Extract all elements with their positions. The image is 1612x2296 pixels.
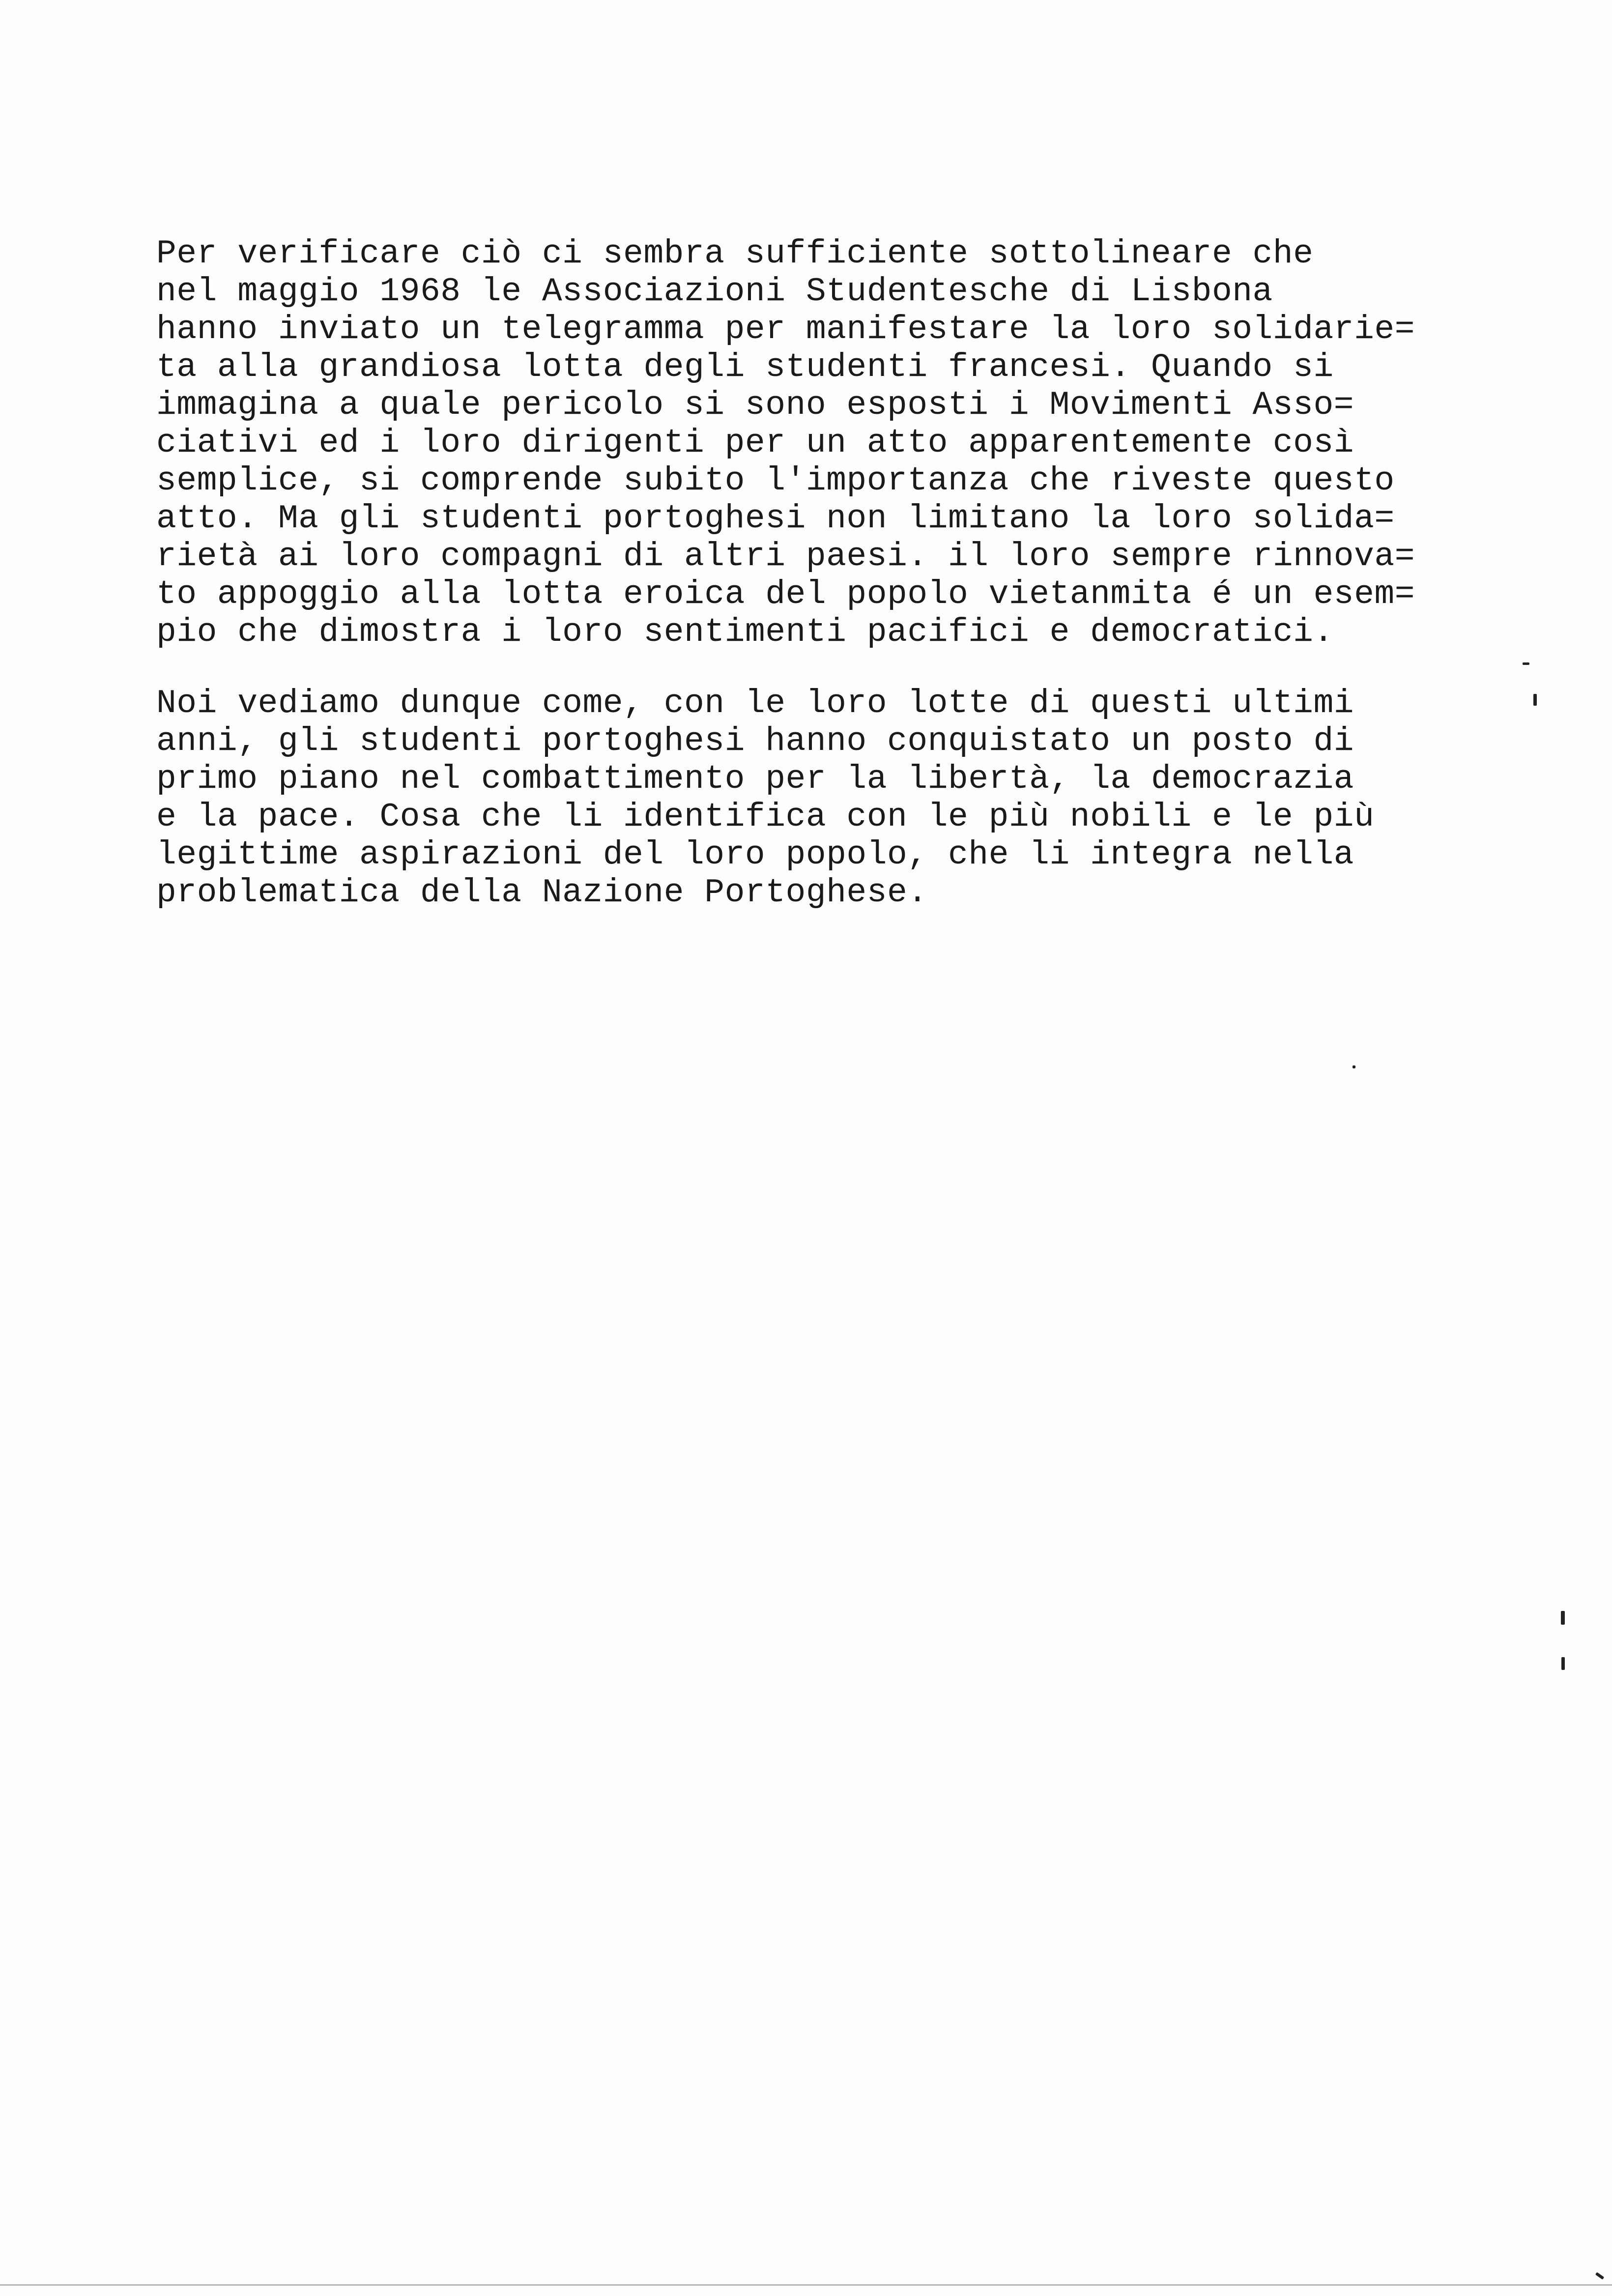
speck-mark: [1523, 662, 1529, 665]
text-line: legittime aspirazioni del loro popolo, che li integra nella: [156, 836, 1354, 874]
text-line: anni, gli studenti portoghesi hanno conquistato un posto di: [156, 722, 1354, 760]
text-line: Per verificare ciò ci sembra sufficiente sottolineare che: [156, 235, 1314, 273]
text-line: hanno inviato un telegramma per manifestare la loro solidarie=: [156, 311, 1415, 348]
text-line: ta alla grandiosa lotta degli studenti francesi. Quando si: [156, 348, 1334, 386]
text-line: e la pace. Cosa che li identifica con le più nobili e le più: [156, 798, 1375, 836]
text-line: Noi vediamo dunque come, con le loro lotte di questi ultimi: [156, 685, 1354, 722]
speck-mark: [1595, 2272, 1604, 2279]
text-line: problematica della Nazione Portoghese.: [156, 874, 928, 912]
speck-mark: [1561, 1657, 1565, 1670]
paragraph-1: [156, 235, 1444, 651]
paragraph-2: [156, 685, 1444, 912]
text-line: atto. Ma gli studenti portoghesi non limitano la loro solida=: [156, 500, 1395, 538]
text-line: primo piano nel combattimento per la libertà, la democrazia: [156, 760, 1354, 798]
text-line: pio che dimostra i loro sentimenti pacifici e democratici.: [156, 613, 1334, 651]
speck-mark: [1533, 694, 1537, 706]
text-line: semplice, si comprende subito l'importanza che riveste questo: [156, 462, 1395, 500]
text-line: immagina a quale pericolo si sono esposti i Movimenti Asso=: [156, 386, 1354, 424]
text-line: nel maggio 1968 le Associazioni Studentesche di Lisbona: [156, 273, 1273, 311]
speck-mark: [1353, 1065, 1355, 1068]
text-line: to appoggio alla lotta eroica del popolo vietanmita é un esem=: [156, 575, 1415, 613]
page-edge-line: [0, 2284, 1612, 2286]
text-line: ciativi ed i loro dirigenti per un atto apparentemente così: [156, 424, 1354, 462]
text-line: rietà ai loro compagni di altri paesi. il loro sempre rinnova=: [156, 538, 1415, 575]
speck-mark: [1561, 1611, 1565, 1625]
